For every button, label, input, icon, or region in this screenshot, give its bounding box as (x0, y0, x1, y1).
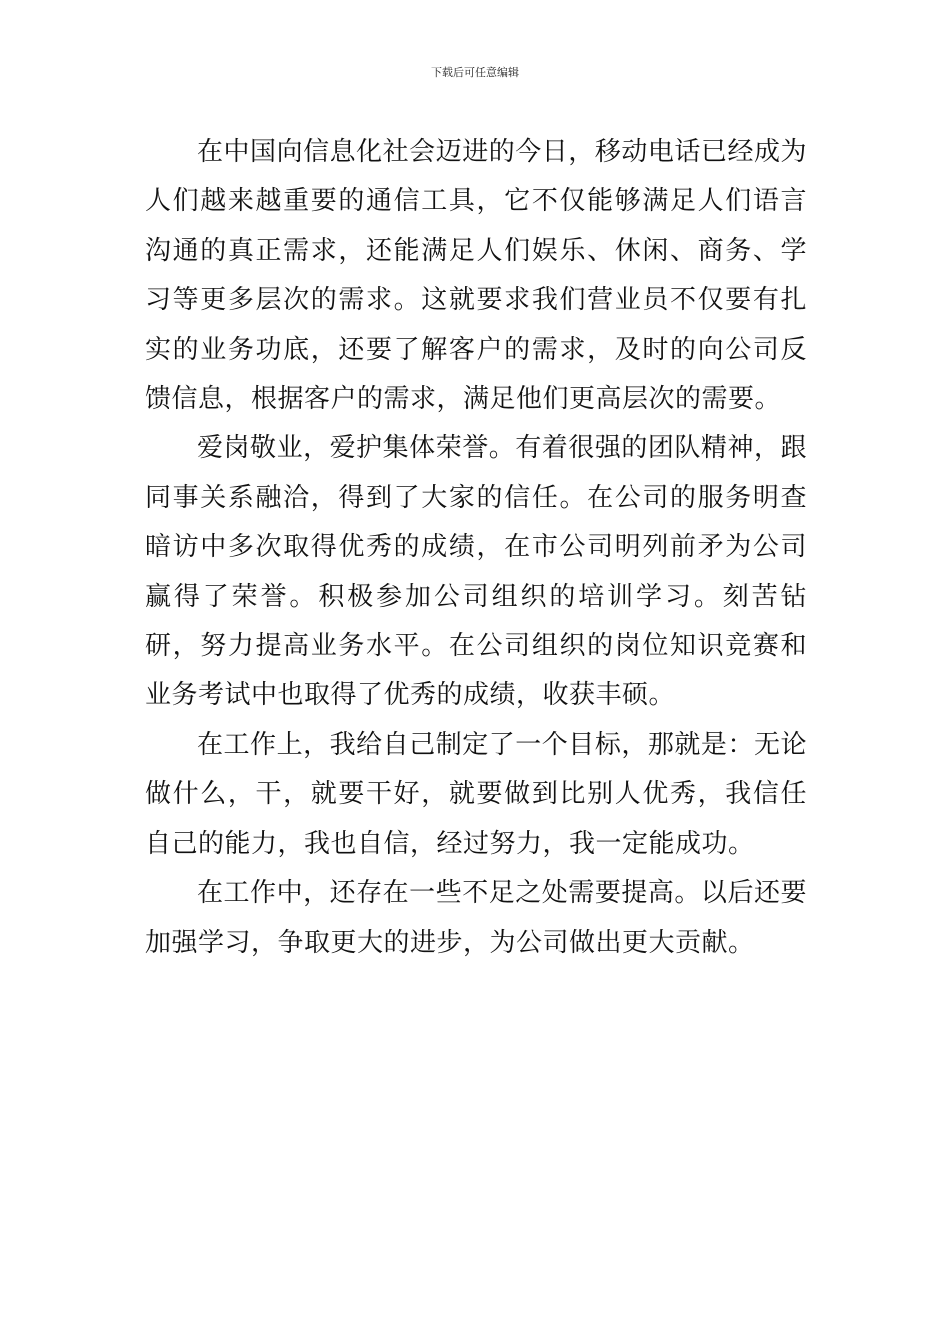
paragraph-3: 在工作上，我给自己制定了一个目标，那就是：无论做什么，干，就要干好，就要做到比别人优秀，我信任自己的能力，我也自信，经过努力，我一定能成功。 (145, 729, 807, 859)
page-header: 下载后可任意编辑 (431, 66, 519, 79)
document-body (145, 128, 807, 968)
paragraph-4: 在工作中，还存在一些不足之处需要提高。以后还要加强学习，争取更大的进步，为公司做出更大贡献。 (145, 878, 807, 958)
paragraph-1: 在中国向信息化社会迈进的今日，移动电话已经成为人们越来越重要的通信工具，它不仅能够满足人们语言沟通的真正需求，还能满足人们娱乐、休闲、商务、学习等更多层次的需求。这就要求我们营业员不仅要有扎实的业务功底，还要了解客户的需求，及时的向公司反馈信息，根据客户的需求，满足他们更高层次的需要。 (145, 137, 807, 415)
paragraph-2: 爱岗敬业，爱护集体荣誉。有着很强的团队精神，跟同事关系融洽，得到了大家的信任。在公司的服务明查暗访中多次取得优秀的成绩，在市公司明列前矛为公司赢得了荣誉。积极参加公司组织的培训学习。刻苦钻研，努力提高业务水平。在公司组织的岗位知识竞赛和业务考试中也取得了优秀的成绩，收获丰硕。 (145, 433, 807, 711)
